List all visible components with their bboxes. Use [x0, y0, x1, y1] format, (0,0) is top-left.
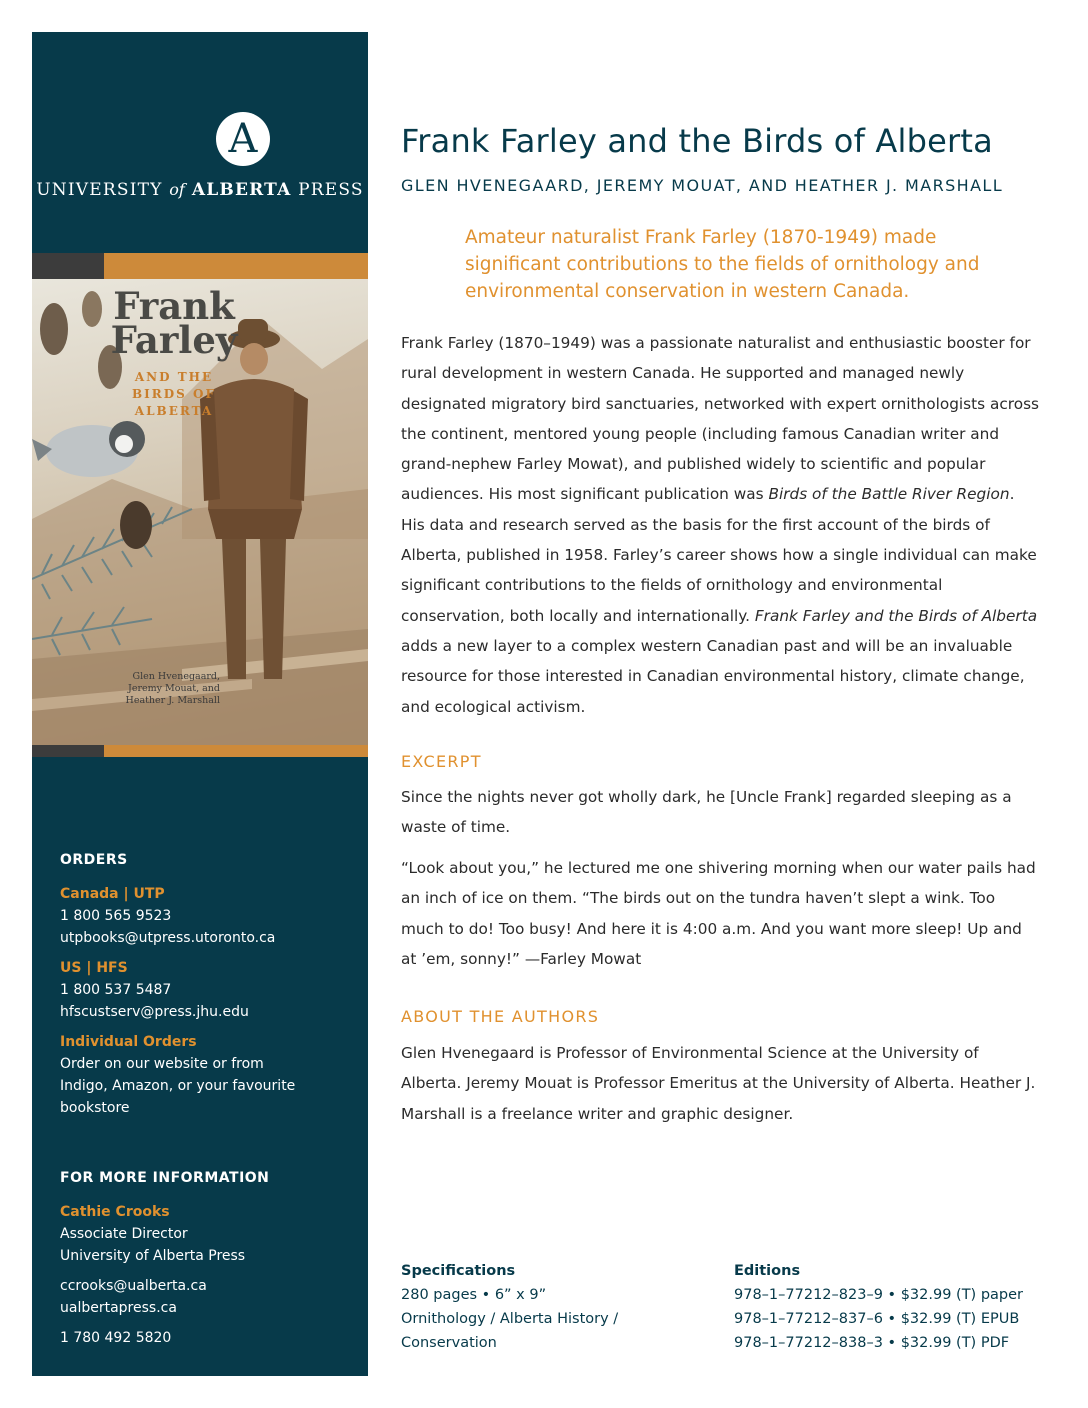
excerpt-paragraph: “Look about you,” he lectured me one shivering morning when our water pails had an inch of ice on them. “The birds out on the tundra haven’t slept a wink. Too much to do! Too busy! And here it is 4:00 a.m. And you want more sleep! Up and at ’em, sonny!” —Farley Mowat — [401, 859, 1036, 968]
spec-line: Conservation — [401, 1335, 497, 1351]
individual-orders-text: bookstore — [60, 1100, 130, 1116]
about-authors-text: Glen Hvenegaard is Professor of Environmental Science at the University of Alberta. Jeremy Mouat is Professor Emeritus at the University of Alberta. Heather J. Marshall is a freelance writer and graphic designer. — [401, 1044, 1036, 1123]
specifications-heading: Specifications — [401, 1263, 516, 1279]
book-blurb: Amateur naturalist Frank Farley (1870-1949) made significant contributions to the fields of ornithology and environmental conservation in western Canada. — [465, 227, 980, 302]
canada-email-link[interactable]: utpbooks@utpress.utoronto.ca — [60, 930, 276, 946]
canada-label: Canada | UTP — [60, 886, 165, 902]
book-authors: GLEN HVENEGAARD, JEREMY MOUAT, AND HEATHER J. MARSHALL — [401, 176, 1004, 195]
excerpt-paragraph: Since the nights never got wholly dark, he [Uncle Frank] regarded sleeping as a waste of time. — [401, 788, 1012, 837]
cover-title: Frank Farley — [110, 284, 238, 362]
contact-phone: 1 780 492 5820 — [60, 1330, 172, 1346]
edition-line: 978–1–77212–823–9 • $32.99 (T) paper — [734, 1287, 1024, 1303]
individual-orders-text: Indigo, Amazon, or your favourite — [60, 1078, 296, 1094]
contact-title: Associate Director — [60, 1226, 188, 1242]
individual-orders-text: Order on our website or from — [60, 1056, 264, 1072]
about-authors-heading: ABOUT THE AUTHORS — [401, 1007, 600, 1026]
orders-section — [60, 849, 350, 1119]
orders-heading: ORDERS — [60, 852, 128, 868]
cover-subtitle: AND THE BIRDS OF ALBERTA — [132, 370, 216, 418]
contact-org: University of Alberta Press — [60, 1248, 246, 1264]
us-email-link[interactable]: hfscustserv@press.jhu.edu — [60, 1004, 249, 1020]
info-heading: FOR MORE INFORMATION — [60, 1170, 270, 1186]
website-link[interactable]: ualbertapress.ca — [60, 1300, 177, 1316]
specifications — [401, 1259, 721, 1355]
spec-line: 280 pages • 6” x 9” — [401, 1287, 547, 1303]
editions-heading: Editions — [734, 1263, 801, 1279]
press-name: UNIVERSITY of ALBERTA PRESS — [36, 180, 364, 200]
cover-top-band — [32, 253, 368, 279]
individual-orders-label: Individual Orders — [60, 1034, 197, 1050]
spec-line: Ornithology / Alberta History / — [401, 1311, 619, 1327]
press-logo: A — [216, 112, 270, 166]
sidebar — [32, 32, 368, 1376]
canada-phone: 1 800 565 9523 — [60, 908, 172, 924]
book-title: Frank Farley and the Birds of Alberta — [401, 122, 993, 160]
excerpt-heading: EXCERPT — [401, 752, 482, 771]
cover-bottom-band — [32, 745, 368, 757]
book-description: Frank Farley (1870–1949) was a passionate naturalist and enthusiastic booster for rural development in western Canada. He supported and managed newly designated migratory bird sanctuaries, networked with expert ornithologists across the continent, mentored young people (including famous Canadian writer and grand-nephew Farley Mowat), and published widely to scientific and popular audiences. His most significant publication was Birds of the Battle River Region. His data and research served as the basis for the first account of the birds of Alberta, published in 1958. Farley’s career shows how a single individual can make significant contributions to the fields of ornithology and environmental conservation, both locally and internationally. Frank Farley and the Birds of Alberta adds a new layer to a complex western Canadian past and will be an invaluable resource for those interested in Canadian environmental history, climate change, and ecological activism. — [401, 334, 1040, 716]
contact-name: Cathie Crooks — [60, 1204, 170, 1220]
us-phone: 1 800 537 5487 — [60, 982, 172, 998]
contact-email-link[interactable]: ccrooks@ualberta.ca — [60, 1278, 207, 1294]
book-cover — [32, 253, 368, 757]
info-section — [60, 1167, 350, 1349]
editions — [734, 1259, 1064, 1355]
us-label: US | HFS — [60, 960, 128, 976]
cover-illustration — [32, 279, 368, 745]
cover-authors: Glen Hvenegaard, Jeremy Mouat, and Heather J. Marshall — [125, 671, 220, 706]
edition-line: 978–1–77212–838–3 • $32.99 (T) PDF — [734, 1335, 1010, 1351]
edition-line: 978–1–77212–837–6 • $32.99 (T) EPUB — [734, 1311, 1020, 1327]
